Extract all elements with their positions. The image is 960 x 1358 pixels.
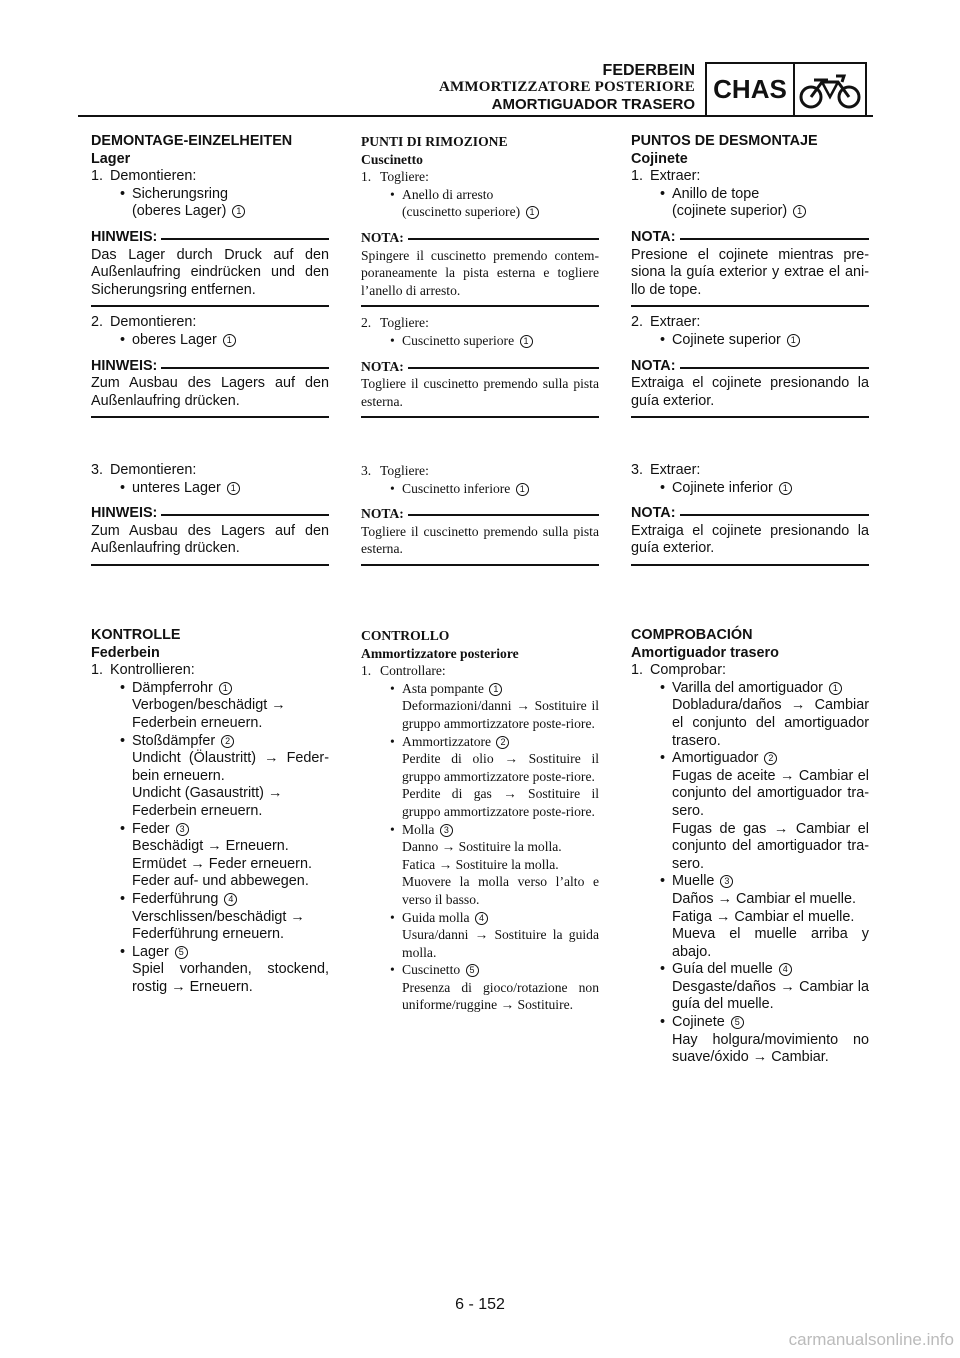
- section-badge: [705, 62, 867, 117]
- note-title: HINWEIS:: [91, 228, 158, 245]
- note-box: [631, 358, 869, 419]
- note-box: [91, 229, 329, 307]
- section-subtitle: Lager: [91, 150, 131, 167]
- callout-1: 1: [232, 205, 245, 218]
- badge-label: CHAS: [707, 64, 795, 115]
- bullet-item: • Federführung 4: [91, 891, 329, 909]
- note-text: Das Lager durch Druck auf den Außenlaufring eindrücken und den Sicherungsring entfernen.: [91, 246, 329, 298]
- header-titles: [439, 62, 695, 113]
- column-it-part2: [361, 462, 599, 566]
- bullet-item: • Guida molla 4: [361, 909, 599, 927]
- bullet-item: • Cojinete 5: [631, 1014, 869, 1032]
- bullet-item: • Muelle 3: [631, 873, 869, 891]
- step-3: 3. Togliere:: [361, 463, 429, 478]
- step-2: 2. Togliere:: [361, 315, 429, 331]
- column-es-part2: [631, 462, 869, 566]
- section-title: PUNTI DI RIMOZIONE: [361, 134, 508, 149]
- note-rule: [361, 416, 599, 418]
- section-title: PUNTOS DE DESMONTAJE: [631, 133, 818, 149]
- note-text: Spingere il cuscinetto premendo contem-poraneamente la pista esterna e togliere l’anello di arresto.: [361, 247, 599, 298]
- column-de-part3: KONTROLLE Federbein 1. Kontrollieren: • Dämpferrohr 1 Verbogen/beschädigt → Federbein erneuern. • Stoßdämpfer 2 Undicht (Ölaustritt) → Feder-bein erneuern. Undicht (Gasaustritt) → Federbein erneuern. • Feder 3 Beschädigt → Erneuern. Ermüdet → Feder erneuern. Feder auf- und abbewegen. • Federführung 4 Verschlissen/beschädigt → Federführung erneuern. • Lager 5 Spiel vorhanden, stockend, rostig → Erneuern.: [91, 627, 329, 995]
- page-number: 6 - 152: [455, 1296, 505, 1313]
- section-subtitle: Cojinete: [631, 150, 688, 167]
- section-title: CONTROLLO: [361, 628, 450, 643]
- column-es: [631, 133, 869, 418]
- note-title: NOTA:: [631, 505, 676, 522]
- note-box: [91, 358, 329, 419]
- bullet-item: • Dämpferrohr 1: [91, 680, 329, 698]
- note-text: Togliere il cuscinetto premendo sulla pista esterna.: [361, 376, 599, 409]
- section-subtitle: Cuscinetto: [361, 151, 423, 167]
- note-rule: [91, 564, 329, 566]
- step-1: 1. Togliere:: [361, 169, 429, 185]
- motorcycle-icon: [795, 64, 865, 115]
- bullet-continuation: (cuscinetto superiore) 1: [361, 203, 599, 221]
- section-subtitle: Federbein: [91, 644, 160, 661]
- note-rule: [91, 416, 329, 418]
- column-de: [91, 133, 329, 418]
- section-subtitle: Ammortizzatore posteriore: [361, 645, 519, 661]
- step-1: 1. Extraer:: [631, 168, 701, 185]
- step-1: 1. Kontrollieren:: [91, 662, 195, 679]
- bullet-item: • Cuscinetto inferiore 1: [361, 480, 599, 498]
- note-text: Zum Ausbau des Lagers auf den Außenlaufring drücken.: [91, 522, 329, 557]
- note-rule: [361, 564, 599, 566]
- section-title: COMPROBACIÓN: [631, 627, 753, 643]
- note-title: NOTA:: [631, 357, 676, 374]
- step-2: 2. Demontieren:: [91, 314, 197, 331]
- note-box: [361, 358, 599, 419]
- bullet-item: • Ammortizzatore 2: [361, 733, 599, 751]
- section-title: KONTROLLE: [91, 627, 181, 643]
- bullet-item: • Anillo de tope: [660, 185, 760, 202]
- note-title: HINWEIS:: [91, 505, 158, 522]
- title-it: AMMORTIZZATORE POSTERIORE: [438, 79, 695, 95]
- title-de: FEDERBEIN: [602, 62, 695, 79]
- bullet-item: • Anello di arresto: [390, 186, 494, 202]
- bullet-item: • Cuscinetto 5: [361, 961, 599, 979]
- bullet-item: • oberes Lager 1: [91, 332, 329, 350]
- note-text: Togliere il cuscinetto premendo sulla pista esterna.: [361, 523, 599, 557]
- note-title: NOTA:: [631, 228, 676, 245]
- note-box: [631, 505, 869, 566]
- watermark: carmanualsonline.info: [788, 1330, 954, 1349]
- note-text: Extraiga el cojinete presionando la guía exterior.: [631, 375, 869, 409]
- step-1: 1. Comprobar:: [631, 662, 726, 679]
- bullet-item: • Feder 3: [91, 821, 329, 839]
- note-box: [631, 229, 869, 307]
- callout-1: 1: [227, 482, 240, 495]
- step-1: 1. Demontieren:: [91, 168, 197, 185]
- column-it: [361, 133, 599, 418]
- step-1: 1. Controllare:: [361, 663, 446, 679]
- bullet-continuation: (oberes Lager) 1: [91, 203, 329, 221]
- step-3: 3. Demontieren:: [91, 462, 197, 478]
- bullet-item: • Lager 5: [91, 944, 329, 962]
- bullet-item: • unteres Lager 1: [91, 480, 329, 498]
- note-box: [361, 229, 599, 307]
- bullet-item: • Molla 3: [361, 821, 599, 839]
- bullet-item: • Sicherungsring: [120, 185, 228, 202]
- step-2: 2. Extraer:: [631, 314, 701, 331]
- bullet-continuation: (cojinete superior) 1: [631, 203, 869, 221]
- note-box: [91, 505, 329, 566]
- callout-1: 1: [223, 334, 236, 347]
- note-text: Zum Ausbau des Lagers auf den Außenlaufring drücken.: [91, 375, 329, 409]
- bullet-item: • Amortiguador 2: [631, 750, 869, 768]
- note-title: NOTA:: [361, 229, 404, 245]
- bullet-item: • Stoßdämpfer 2: [91, 733, 329, 751]
- section-subtitle: Amortiguador trasero: [631, 644, 779, 661]
- note-title: NOTA:: [361, 358, 404, 374]
- column-it-part3: CONTROLLO Ammortizzatore posteriore 1. Controllare: • Asta pompante 1 Deformazioni/danni → Sostituire il gruppo ammortizzatore poste-riore. • Ammortizzatore 2 Perdite di olio → Sostituire il gruppo ammortizzatore poste-riore. Perdite di gas → Sostituire il gruppo ammortizzatore poste-riore. • Molla 3 Danno → Sostituire la molla. Fatica → Sostituire la molla. Muovere la molla verso l’alto e verso il basso. • Guida molla 4 Usura/danni → Sostituire la guida molla. • Cuscinetto 5 Presenza di gioco/rotazione non uniforme/ruggine → Sostituire.: [361, 628, 599, 1013]
- bullet-item: • Cojinete inferior 1: [631, 480, 869, 498]
- note-rule: [631, 564, 869, 566]
- step-3: 3. Extraer:: [631, 462, 701, 478]
- bullet-item: • Asta pompante 1: [361, 680, 599, 698]
- note-rule: [631, 416, 869, 418]
- bullet-item: • Cuscinetto superiore 1: [361, 332, 599, 350]
- title-es: AMORTIGUADOR TRASERO: [491, 96, 695, 113]
- bullet-item: • Cojinete superior 1: [631, 332, 869, 350]
- column-es-part3: COMPROBACIÓN Amortiguador trasero 1. Comprobar: • Varilla del amortiguador 1 Dobladura/daños → Cambiar el conjunto del amortiguador trasero. • Amortiguador 2 Fugas de aceite → Cambiar el conjunto del amortiguador tra-sero. Fugas de gas → Cambiar el conjunto del amortiguador tra-sero. • Muelle 3 Daños → Cambiar el muelle. Fatiga → Cambiar el muelle. Mueva el muelle arriba y abajo. • Guía del muelle 4 Desgaste/daños → Cambiar la guía del muelle. • Cojinete 5 Hay holgura/movimiento no suave/óxido → Cambiar.: [631, 627, 869, 1066]
- page-header: [0, 0, 960, 130]
- section-title: DEMONTAGE-EINZELHEITEN: [91, 133, 293, 149]
- note-title: NOTA:: [361, 506, 404, 522]
- note-text: Presione el cojinete mientras pre-siona la guía exterior y extrae el ani-llo de tope.: [631, 246, 869, 298]
- note-title: HINWEIS:: [91, 357, 158, 374]
- bullet-item: • Guía del muelle 4: [631, 961, 869, 979]
- note-text: Extraiga el cojinete presionando la guía exterior.: [631, 522, 869, 557]
- note-box: [361, 505, 599, 566]
- bullet-item: • Varilla del amortiguador 1: [631, 680, 869, 698]
- column-de-part2: [91, 462, 329, 566]
